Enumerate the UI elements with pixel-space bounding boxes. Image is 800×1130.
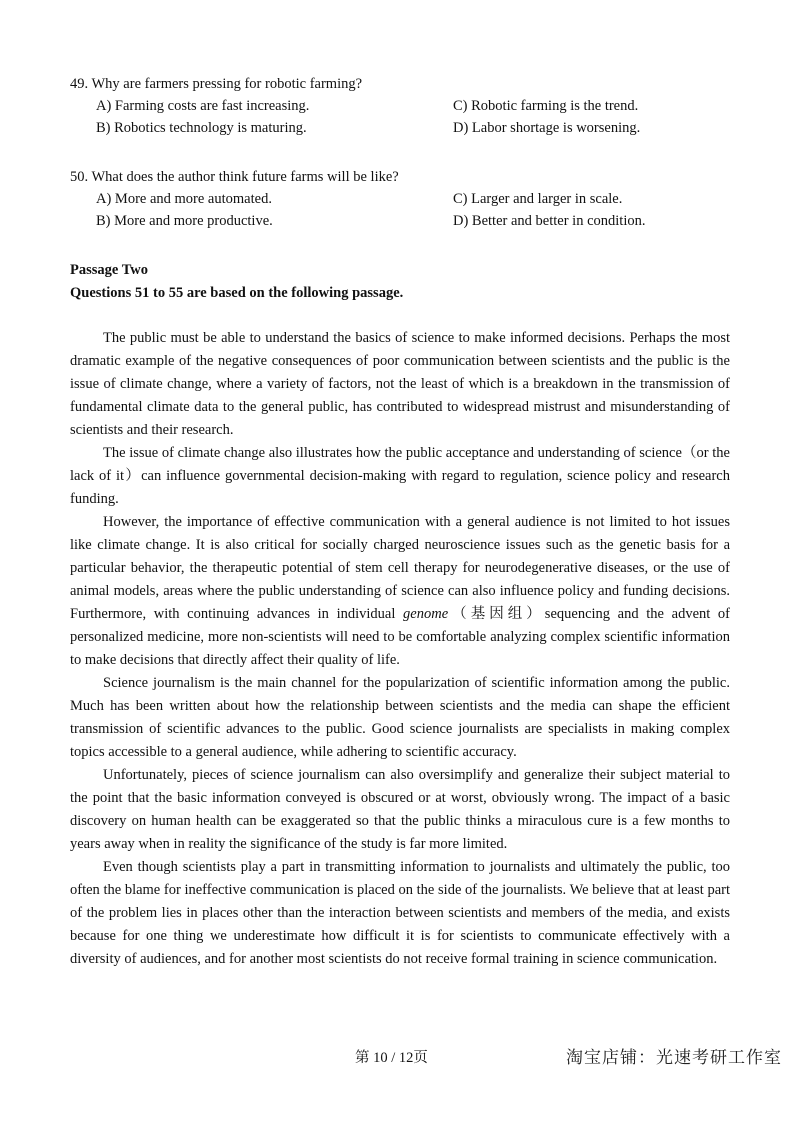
passage-title: Passage Two bbox=[70, 262, 149, 278]
paragraph-6: Even though scientists play a part in transmitting information to journalists and ultimately the public, too often the blame for ineffective communication is placed on the side of the journalists. We believe that at least part of the problem lies in places other than the interaction between scientists and members of the media, and exists because for one thing we underestimate how difficult it is for scientists to communicate effectively with a diversity of audiences, and for another most scientists do not receive formal training in science communication. bbox=[70, 859, 730, 967]
paragraph-5: Unfortunately, pieces of science journalism can also oversimplify and generalize their subject material to the point that the basic information conveyed is obscured or at worst, obviously wrong. The impact of a basic discovery on human health can be exaggerated so that the public thinks a miraculous cure is a few months to years away when in reality the significance of the study is far more limited. bbox=[70, 767, 730, 852]
option-grid bbox=[70, 188, 750, 232]
passage-instruction: Questions 51 to 55 are based on the following passage. bbox=[70, 285, 404, 301]
paragraph-3 bbox=[70, 511, 730, 672]
page-footer bbox=[0, 1043, 800, 1069]
option-grid bbox=[70, 95, 750, 139]
paragraph-2: The issue of climate change also illustrates how the public acceptance and understanding of science（or the lack of it）can influence governmental decision-making with regard to regulation, science policy and research funding. bbox=[70, 445, 730, 507]
question-stem: 49. Why are farmers pressing for robotic farming? bbox=[70, 76, 363, 92]
question-49 bbox=[70, 73, 750, 139]
option-a: A) Farming costs are fast increasing. bbox=[96, 98, 310, 114]
question-stem: 50. What does the author think future farms will be like? bbox=[70, 169, 399, 185]
option-b: B) More and more productive. bbox=[96, 213, 273, 229]
shop-watermark: 淘宝店铺：光速考研工作室 bbox=[566, 1048, 782, 1068]
paragraph-3-text-continued: （基因组）sequencing and the advent of personalized medicine, more non-scientists will need to be comfortable analyzing complex scientific information to make decisions that directly affect their quality of life. bbox=[70, 606, 731, 668]
passage-body bbox=[70, 327, 730, 971]
page-number: 第 10 / 12页 bbox=[355, 1050, 428, 1066]
option-a: A) More and more automated. bbox=[96, 191, 272, 207]
option-c: C) Robotic farming is the trend. bbox=[453, 98, 639, 114]
option-d: D) Labor shortage is worsening. bbox=[453, 120, 641, 136]
option-b: B) Robotics technology is maturing. bbox=[96, 120, 307, 136]
paragraph-1: The public must be able to understand the basics of science to make informed decisions. Perhaps the most dramatic example of the negative consequences of poor communication between scientists and the public is the issue of climate change, where a variety of factors, not the least of which is a breakdown in the transmission of fundamental climate data to the general public, has contributed to widespread mistrust and misunderstanding of scientists and their research. bbox=[70, 330, 730, 438]
genome-term: genome bbox=[403, 606, 449, 622]
option-d: D) Better and better in condition. bbox=[453, 213, 646, 229]
paragraph-3-text: However, the importance of effective communication with a general audience is not limited to hot issues like climate change. It is also critical for socially charged neuroscience issues such as the genetic basis for a particular behavior, the therapeutic potential of stem cell therapy for neurodegenerative diseases, or the use of animal models, areas where the public understanding of science can also influence policy and funding decisions. Furthermore, with continuing advances in individual bbox=[70, 514, 730, 622]
paragraph-4: Science journalism is the main channel for the popularization of scientific information among the public. Much has been written about how the relationship between scientists and the media can shape the efficient transmission of scientific advances to the public. Good science journalists are specialists in making complex topics accessible to a general audience, while adhering to scientific accuracy. bbox=[70, 675, 730, 760]
question-50 bbox=[70, 166, 750, 232]
option-c: C) Larger and larger in scale. bbox=[453, 191, 623, 207]
